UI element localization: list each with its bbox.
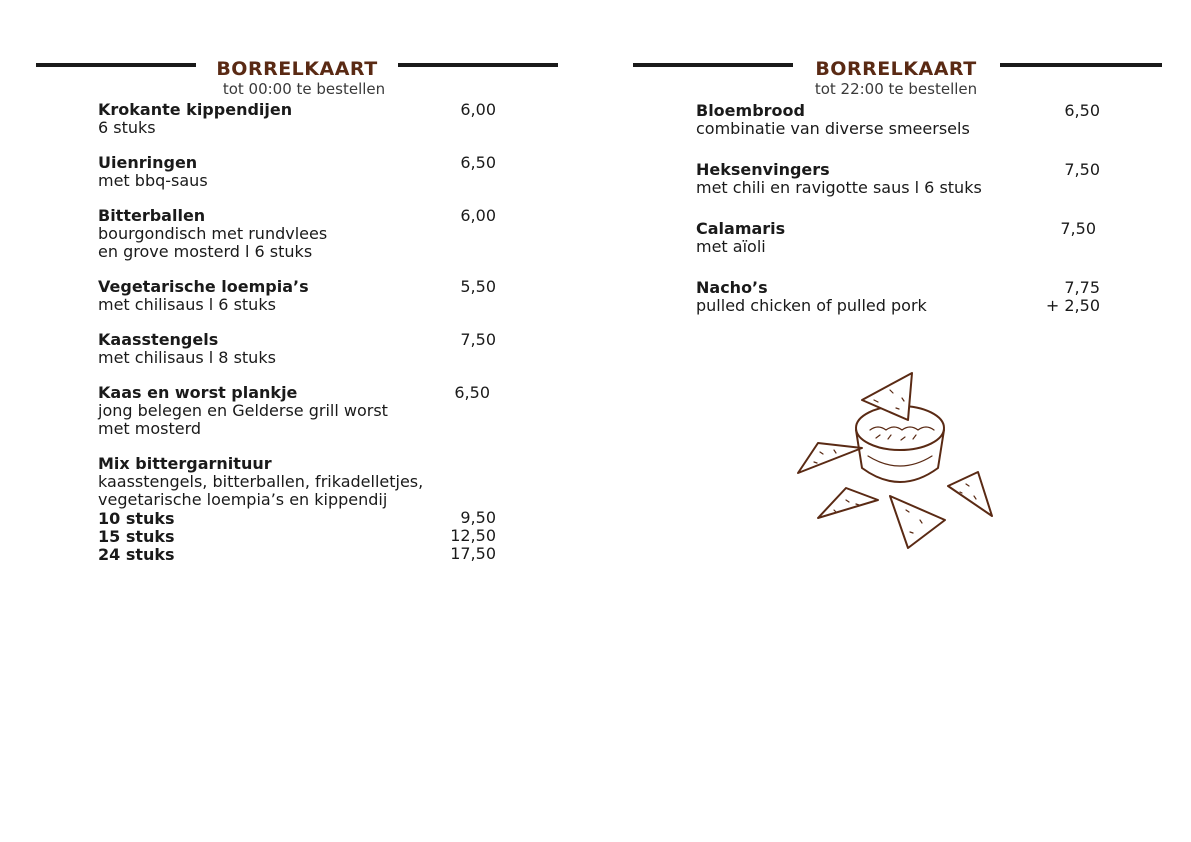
item-price: 6,50 xyxy=(454,383,490,402)
item-name: Krokante kippendijen xyxy=(98,100,293,119)
item-description: met chilisaus l 8 stuks xyxy=(98,348,276,367)
menu-item xyxy=(98,278,498,314)
item-name: Calamaris xyxy=(696,219,786,238)
menu-item xyxy=(98,455,498,563)
menu-item xyxy=(98,331,498,367)
size-price: 12,50 xyxy=(450,526,496,545)
menu-item-list xyxy=(98,101,498,580)
item-description: met chilisaus l 6 stuks xyxy=(98,295,276,314)
menu-item xyxy=(98,101,498,137)
nacho-chip xyxy=(948,472,992,516)
item-description: en grove mosterd l 6 stuks xyxy=(98,242,313,261)
size-option xyxy=(98,509,498,527)
item-name: Vegetarische loempia’s xyxy=(98,277,309,296)
nacho-chip xyxy=(798,443,862,473)
size-option xyxy=(98,545,498,563)
item-description: met aïoli xyxy=(696,237,766,256)
size-price: 17,50 xyxy=(450,544,496,563)
size-options xyxy=(98,509,498,563)
item-price: 7,75 xyxy=(1064,278,1100,297)
item-description: pulled chicken of pulled pork xyxy=(696,296,927,315)
size-label: 24 stuks xyxy=(98,545,175,564)
menu-title: BORRELKAART xyxy=(216,58,378,80)
menu-subtitle: tot 22:00 te bestellen xyxy=(814,80,978,98)
size-option xyxy=(98,527,498,545)
item-price: 5,50 xyxy=(460,277,496,296)
item-description: met mosterd xyxy=(98,419,202,438)
item-description: bourgondisch met rundvlees xyxy=(98,224,328,243)
menu-item xyxy=(696,279,1116,315)
item-description: jong belegen en Gelderse grill worst xyxy=(98,401,388,420)
nacho-chip xyxy=(890,496,945,548)
item-price: 6,00 xyxy=(460,100,496,119)
item-price: 6,50 xyxy=(460,153,496,172)
item-name: Heksenvingers xyxy=(696,160,830,179)
menu-item xyxy=(98,154,498,190)
item-name: Kaasstengels xyxy=(98,330,219,349)
item-name: Uienringen xyxy=(98,153,198,172)
item-description: met chili en ravigotte saus l 6 stuks xyxy=(696,178,982,197)
nachos-illustration xyxy=(790,368,1000,558)
header-rule-right xyxy=(398,63,558,67)
menu-item xyxy=(98,384,498,438)
item-description: combinatie van diverse smeersels xyxy=(696,119,970,138)
menu-item xyxy=(696,102,1116,138)
size-label: 15 stuks xyxy=(98,527,175,546)
item-description: met bbq-saus xyxy=(98,171,208,190)
item-description: kaasstengels, bitterballen, frikadelletjes, xyxy=(98,472,424,491)
menu-item xyxy=(696,161,1116,197)
item-description: vegetarische loempia’s en kippendij xyxy=(98,490,388,509)
size-price: 9,50 xyxy=(460,508,496,527)
item-price: 7,50 xyxy=(1060,219,1096,238)
dip-bowl-body xyxy=(856,430,944,482)
item-name: Kaas en worst plankje xyxy=(98,383,298,402)
item-price: 6,50 xyxy=(1064,101,1100,120)
item-price: 7,50 xyxy=(460,330,496,349)
menu-item xyxy=(696,220,1116,256)
header-rule-left xyxy=(633,63,793,67)
header-rule-left xyxy=(36,63,196,67)
menu-title: BORRELKAART xyxy=(815,58,977,80)
menu-item-list xyxy=(696,102,1116,332)
item-price: 6,00 xyxy=(460,206,496,225)
item-name: Nacho’s xyxy=(696,278,768,297)
item-price: 7,50 xyxy=(1064,160,1100,179)
item-name: Bitterballen xyxy=(98,206,206,225)
nacho-chip xyxy=(818,488,878,518)
item-extra-price: + 2,50 xyxy=(1045,296,1100,315)
item-name: Bloembrood xyxy=(696,101,805,120)
menu-subtitle: tot 00:00 te bestellen xyxy=(222,80,386,98)
size-label: 10 stuks xyxy=(98,509,175,528)
item-name: Mix bittergarnituur xyxy=(98,454,272,473)
menu-item xyxy=(98,207,498,261)
header-rule-right xyxy=(1000,63,1162,67)
item-description: 6 stuks xyxy=(98,118,156,137)
